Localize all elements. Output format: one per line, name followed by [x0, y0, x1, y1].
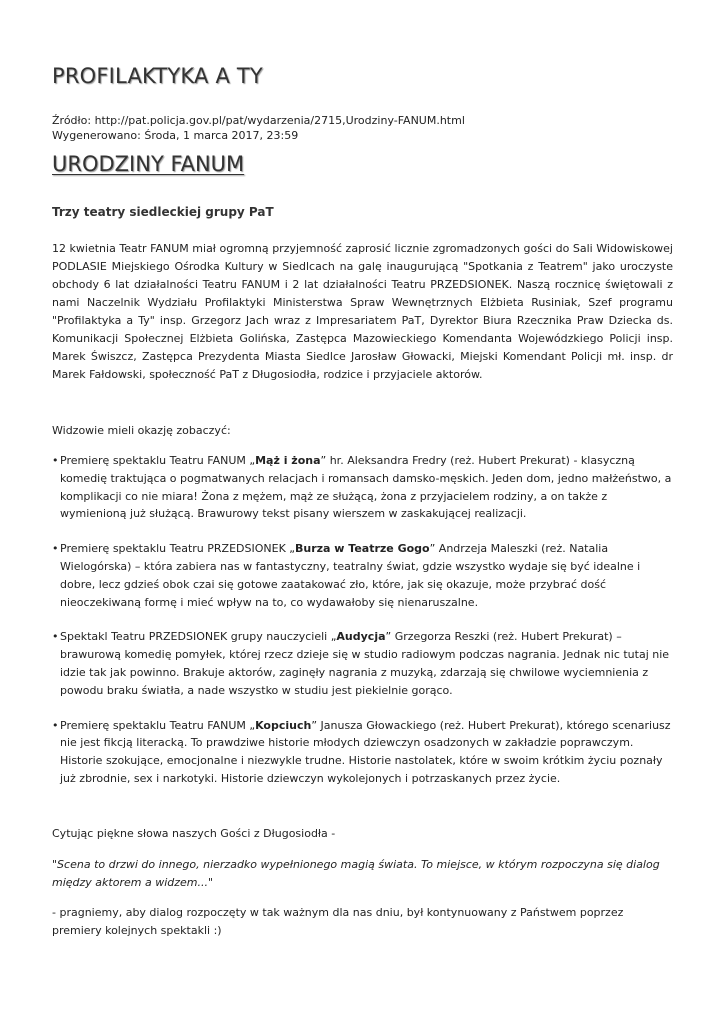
show-text-before: Premierę spektaklu Teatru FANUM „ — [60, 454, 256, 467]
show-text-after: ” Janusza Głowackiego (reż. Hubert Prekurat), którego scenariusz nie jest fikcją literacką. To prawdziwe historie młodych dziewczyn osadzonych w zakładzie poprawczym. Historie szokujące, emocjonalne i niezwykle trudne. Historie nastolatek, które w swoim krótkim życiu poznały już zbrodnie, sex i narkotyki. Historie dziewczyn wykolejonych i potrzaskanych przez życie. — [60, 718, 671, 785]
guest-quote: "Scena to drzwi do innego, nierzadko wypełnionego magią świata. To miejsce, w którym rozpoczyna się dialog między aktorem a widzem..." — [52, 858, 660, 889]
bullet-icon: • — [52, 454, 59, 467]
show-text-after: ” Grzegorza Reszki (reż. Hubert Prekurat) – brawurową komedię pomyłek, której rzecz dzieje się w studio radiowym podczas nagrania. Jednak nic tutaj nie idzie tak jak powinno. Brakuje aktorów, zaginęły nagrania z muzyką, zdarzają się chwilowe wyciemnienia z powodu braku światła, a nade wszystko w studiu jest piekielnie gorąco. — [60, 630, 670, 697]
closing-paragraph: - pragniemy, aby dialog rozpoczęty w tak ważnym dla nas dniu, był kontynuowany z Państwem poprzez premiery kolejnych spektakli :) — [52, 906, 624, 937]
article-title: URODZINY FANUM — [52, 152, 245, 176]
document-meta — [52, 114, 465, 143]
show-title: Burza w Teatrze Gogo — [294, 542, 430, 556]
show-text-before: Spektakl Teatru PRZEDSIONEK grupy nauczycieli „ — [60, 630, 337, 644]
show-text-after: ” hr. Aleksandra Fredry (reż. Hubert Prekurat) - klasyczną komedię traktująca o pogmatwanych relacjach i romansach damsko-męskich. Jeden dom, jedno małżeństwo, a komplikacji co nie miara! Żona z mężem, mąż ze służącą, żona z przyjacielem rodziny, a on także z wymienioną już służącą. Brawurowy tekst pisany wierszem w zaskakującej realizacji. — [60, 454, 672, 521]
show-text-before: Premierę spektaklu Teatru FANUM „ — [60, 718, 256, 732]
show-title: Mąż i żona — [255, 454, 321, 467]
generated-line: Wygenerowano: Środa, 1 marca 2017, 23:59 — [52, 128, 299, 142]
bullet-icon: • — [52, 718, 59, 732]
show-title: Audycja — [336, 630, 386, 644]
show-text-after: ” Andrzeja Maleszki (reż. Natalia Wielogórska) – która zabiera nas w fantastyczny, teatralny świat, gdzie wszystko wydaje się być idealne i dobre, lecz gdzieś obok czai się gotowe zaatakować zło, które, jak się okazuje, może przybrać dość nieoczekiwaną formę i mieć wpływ na to, co wydawałoby się nienaruszalne. — [60, 542, 641, 609]
show-text-before: Premierę spektaklu Teatru PRZEDSIONEK „ — [60, 542, 295, 556]
quote-intro: Cytując piękne słowa naszych Gości z Długosiodła - — [52, 827, 336, 840]
show-title: Kopciuch — [255, 718, 312, 732]
source-line: Źródło: http://pat.policja.gov.pl/pat/wydarzenia/2715,Urodziny-FANUM.html — [52, 114, 465, 127]
article-lead: Trzy teatry siedleckiej grupy PaT — [52, 205, 274, 219]
shows-list — [52, 452, 674, 805]
list-item — [52, 628, 674, 699]
list-item — [52, 452, 674, 523]
bullet-icon: • — [52, 630, 59, 644]
intro-paragraph: 12 kwietnia Teatr FANUM miał ogromną przyjemność zaprosić licznie zgromadzonych gości do Sali Widowiskowej PODLASIE Miejskiego Ośrodka Kultury w Siedlcach na galę inaugurującą "Spotkania z Teatrem" jako uroczyste obchody 6 lat działalności Teatru FANUM i 2 lat działalności Teatru PRZEDSIONEK. Naszą rocznicę świętowali z nami Naczelnik Wydziału Profilaktyki Ministerstwa Spraw Wewnętrznych Elżbieta Rusiniak, Szef programu "Profilaktyka a Ty" insp. Grzegorz Jach wraz z Impresariatem PaT, Dyrektor Biura Rzecznika Praw Dziecka ds. Komunikacji Społecznej Elżbieta Golińska, Zastępca Mazowieckiego Komendanta Wojewódzkiego Policji insp. Marek Świszcz, Zastępca Prezydenta Miasta Siedlce Jarosław Głowacki, Miejski Komendant Policji mł. insp. dr Marek Fałdowski, społeczność PaT z Długosiodła, rodzice i przyjaciele aktorów. — [52, 242, 673, 381]
bullet-icon: • — [52, 542, 59, 556]
site-title: PROFILAKTYKA A TY — [52, 64, 263, 88]
list-item — [52, 540, 674, 611]
list-item — [52, 717, 674, 788]
audience-intro: Widzowie mieli okazję zobaczyć: — [52, 424, 231, 437]
